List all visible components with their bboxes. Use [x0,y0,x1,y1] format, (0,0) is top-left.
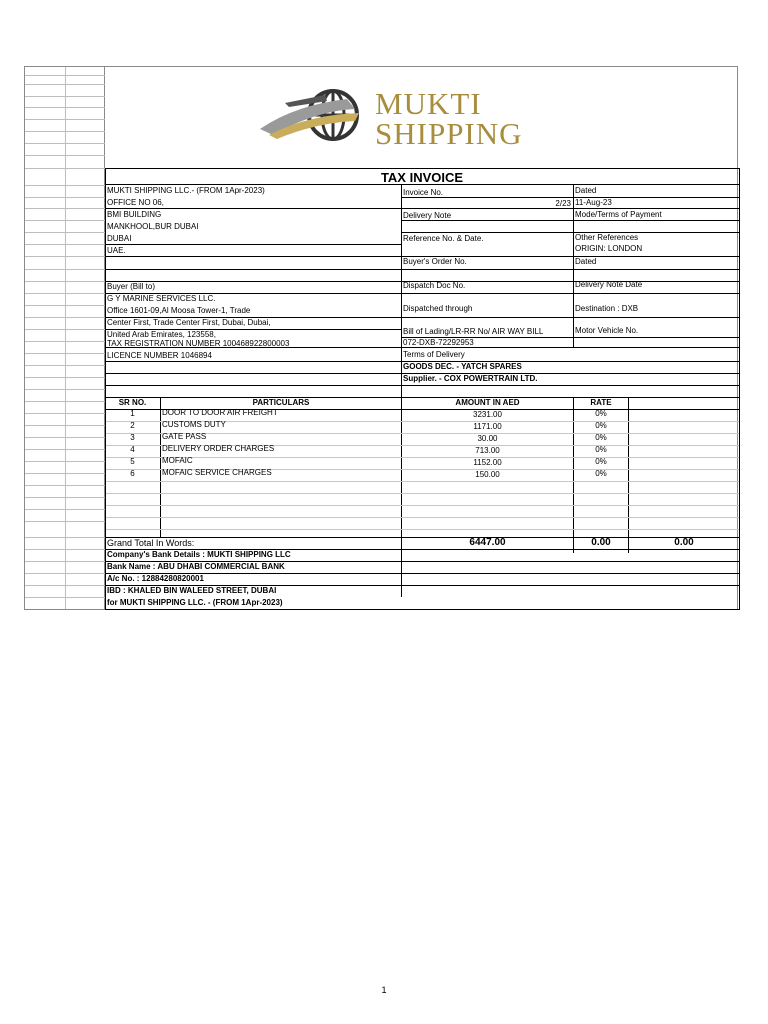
dispatch-doc-label: Dispatch Doc No. [403,281,466,290]
dispatched-through-label: Dispatched through [403,304,473,313]
row-line [105,244,401,245]
gutter-line [25,185,105,186]
row-sr: 3 [130,433,135,442]
buyer-name: G Y MARINE SERVICES LLC. [107,294,216,303]
divider [160,397,161,537]
gutter-line [25,537,105,538]
row-rate: 0% [595,445,607,454]
gutter-line [25,84,105,85]
grand-total-label: Grand Total In Words: [107,538,195,548]
bank-name: Bank Name : ABU DHABI COMMERCIAL BANK [107,562,285,571]
gutter-line [25,549,105,550]
grand-total-amount: 6447.00 [469,537,506,548]
grand-total-tax: 0.00 [674,537,694,548]
bill-of-lading-label: Bill of Lading/LR-RR No/ AIR WAY BILL [403,327,544,336]
seller-line: OFFICE NO 06, [107,198,164,207]
origin-value: ORIGIN: LONDON [575,244,643,253]
row-rate: 0% [595,457,607,466]
gutter-line [25,521,105,522]
gutter-line [25,341,105,342]
gutter-line [25,119,105,120]
gutter-line [25,365,105,366]
gutter-line [25,168,105,169]
seller-line: MUKTI SHIPPING LLC.- (FROM 1Apr-2023) [107,186,265,195]
gutter-line [25,329,105,330]
gutter-line [25,413,105,414]
goods-description: GOODS DEC. - YATCH SPARES [403,362,522,371]
row-sr: 5 [130,457,135,466]
row-sr: 1 [130,409,135,418]
gutter-line [25,449,105,450]
col-header-sr: SR NO. [118,398,147,407]
row-particulars: MOFAIC [162,456,193,465]
row-rate: 0% [595,421,607,430]
buyers-order-label: Buyer's Order No. [403,257,467,266]
gutter-line [25,269,105,270]
row-sr: 4 [130,445,135,454]
buyer-address-line: Office 1601-09,Al Moosa Tower-1, Trade [107,306,251,315]
delivery-note-label: Delivery Note [403,211,452,220]
divider [401,185,402,398]
row-line [105,493,739,494]
gutter-line [25,220,105,221]
col-header-particulars: PARTICULARS [252,398,310,407]
ship-globe-icon [255,85,375,155]
buyer-label: Buyer (Bill to) [107,282,156,291]
dated-value: 11-Aug-23 [575,198,612,207]
divider [573,185,574,347]
supplier: Supplier. - COX POWERTRAIN LTD. [403,374,538,383]
invoice-title: TAX INVOICE [105,168,739,185]
row-particulars: CUSTOMS DUTY [162,420,226,429]
for-company: for MUKTI SHIPPING LLC. - (FROM 1Apr-2023) [107,598,283,607]
gutter-line [25,437,105,438]
row-amount: 3231.00 [473,410,502,419]
row-line [401,197,739,198]
row-line [105,609,740,610]
buyer-address-line: United Arab Emirates, 123558, [107,330,216,339]
page-number: 1 [381,985,387,995]
dated-2-label: Dated [575,257,597,266]
logo-line-1: MUKTI [375,86,482,121]
row-line [105,269,739,270]
buyer-address-line: Center First, Trade Center First, Dubai, Dubai, [107,318,271,327]
gutter-line [25,232,105,233]
row-particulars: GATE PASS [162,432,207,441]
gutter-line [25,281,105,282]
row-rate: 0% [595,409,607,418]
gutter-line [25,573,105,574]
col-header-rate: RATE [590,398,612,407]
grand-total-rate: 0.00 [591,537,611,548]
divider [739,168,740,610]
gutter-line [25,473,105,474]
logo-line-2: SHIPPING [375,116,523,151]
destination-value: Destination : DXB [575,304,639,313]
gutter-line [25,293,105,294]
invoice-no-label: Invoice No. [403,188,444,197]
row-rate: 0% [595,469,607,478]
gutter-line [25,425,105,426]
dated-label: Dated [575,186,597,195]
invoice-sheet [24,66,738,610]
seller-line: MANKHOOL,BUR DUBAI [107,222,199,231]
seller-line: UAE. [107,246,126,255]
buyer-licence: LICENCE NUMBER 1046894 [107,351,212,360]
gutter-line [25,497,105,498]
gutter-line [25,107,105,108]
gutter-line [25,208,105,209]
bill-of-lading-value: 072-DXB-72292953 [403,338,474,347]
row-amount: 150.00 [475,470,500,479]
reference-label: Reference No. & Date. [403,234,484,243]
row-sr: 6 [130,469,135,478]
row-sr: 2 [130,421,135,430]
divider [105,168,106,610]
gutter-line [25,256,105,257]
row-rate: 0% [595,433,607,442]
row-line [105,505,739,506]
gutter-line [25,317,105,318]
bank-details: Company's Bank Details : MUKTI SHIPPING LLC [107,550,291,559]
gutter-line [25,585,105,586]
gutter-line [25,485,105,486]
row-line [105,208,739,209]
gutter-line [25,353,105,354]
row-amount: 1171.00 [473,422,502,431]
gutter-line [25,75,105,76]
delivery-note-date-label: Delivery Note Date [575,280,643,289]
gutter-line [25,561,105,562]
row-line [105,385,739,386]
gutter-line [25,143,105,144]
seller-line: DUBAI [107,234,132,243]
gutter-line [25,96,105,97]
bank-ibd: IBD : KHALED BIN WALEED STREET, DUBAI [107,586,277,595]
gutter-line [25,155,105,156]
row-line [401,232,739,233]
gutter-line [25,401,105,402]
bank-account: A/c No. : 12884280820001 [107,574,204,583]
row-amount: 30.00 [477,434,498,443]
seller-line: BMI BUILDING [107,210,162,219]
gutter-line [25,509,105,510]
logo-wordmark [375,86,523,151]
row-line [105,517,739,518]
company-logo [255,85,545,155]
gutter-line [25,131,105,132]
row-line [105,481,739,482]
gutter-line [25,389,105,390]
row-amount: 713.00 [475,446,500,455]
motor-vehicle-label: Motor Vehicle No. [575,326,639,335]
terms-of-delivery-label: Terms of Delivery [403,350,465,359]
gutter-line [25,244,105,245]
invoice-no-value: 2/23 [555,199,571,208]
row-particulars: DOOR TO DOOR AIR FREIGHT [162,408,278,417]
buyer-trn: TAX REGISTRATION NUMBER 100468922800003 [107,339,290,348]
row-particulars: DELIVERY ORDER CHARGES [162,444,275,453]
gutter-line [25,197,105,198]
gutter-line [25,461,105,462]
gutter-column-line [65,67,66,609]
sheet-gutter [25,67,105,609]
col-header-amount: AMOUNT IN AED [455,398,520,407]
gutter-line [25,597,105,598]
gutter-line [25,377,105,378]
other-references-label: Other References [575,233,639,242]
row-line [105,529,739,530]
row-line [401,220,739,221]
row-amount: 1152.00 [473,458,502,467]
row-particulars: MOFAIC SERVICE CHARGES [162,468,272,477]
gutter-line [25,305,105,306]
mode-terms-label: Mode/Terms of Payment [575,210,662,219]
